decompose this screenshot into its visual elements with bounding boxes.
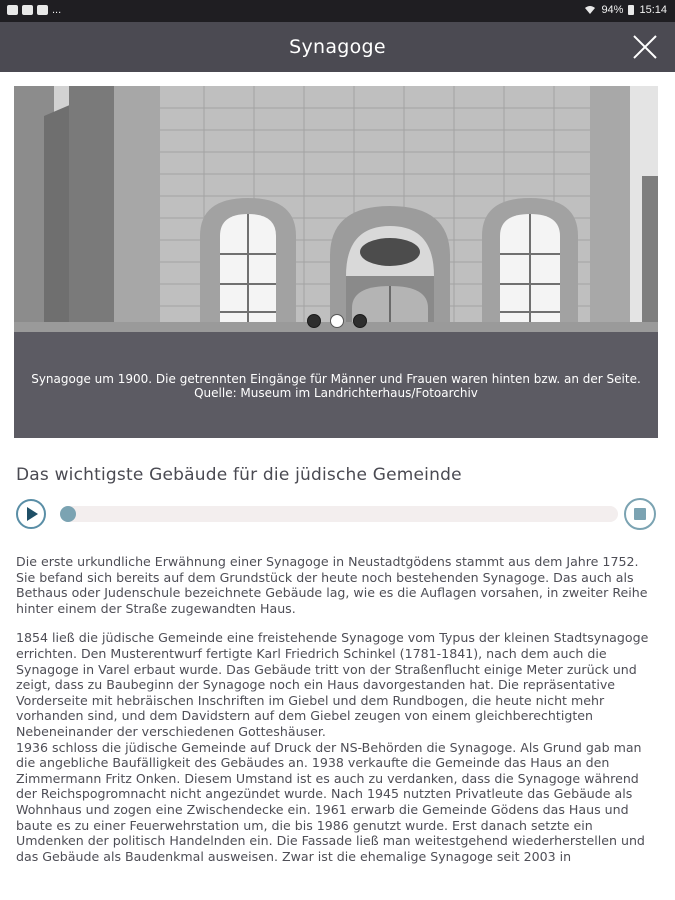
- close-button[interactable]: [631, 33, 659, 61]
- audio-player: [14, 498, 658, 534]
- paragraph: Die erste urkundliche Erwähnung einer Synagoge in Neustadtgödens stammt aus dem Jahre 1752. Sie befand sich bereits auf dem Grundstück der heute noch bestehenden Synagoge. Das auch als Bethaus oder Judenschule bezeichnete Gebäude lag, wie es die Auflagen vorsahen, in zweiter Reihe hinter einem der Straße zugewandten Haus.: [16, 554, 648, 616]
- status-bar: [0, 0, 675, 22]
- shop-notification-icon: [22, 5, 33, 15]
- carousel-dot-2[interactable]: [330, 314, 344, 328]
- app-bar: [0, 22, 675, 72]
- audio-progress-track[interactable]: [64, 506, 618, 522]
- paragraph: 1936 schloss die jüdische Gemeinde auf Druck der NS-Behörden die Synagoge. Als Grund gab man die angebliche Baufälligkeit des Gebäudes an. 1938 verkaufte die Gemeinde das Haus an den Zimmermann Fritz Onken. Diesem Umstand ist es auch zu verdanken, dass die Synagoge während der Reichspogromnacht nicht angezündet wurde. Nach 1945 nutzten Privatleute das Gebäude als Wohnhaus und zogen eine Zwischendecke ein. 1961 erwarb die Gemeinde Gödens das Haus und baute es zu einer Feuerwehrstation um, die bis 1986 genutzt wurde. Erst danach setzte ein Umdenken der politisch Handelnden ein. Die Fassade ließ man weitestgehend wiederherstellen und das Gebäude als Baudenkmal ausweisen. Zwar ist die ehemalige Synagoge seit 2003 in: [16, 739, 645, 864]
- battery-icon: [628, 5, 634, 15]
- audio-progress-thumb[interactable]: [60, 506, 76, 522]
- page-title: Synagoge: [289, 36, 386, 58]
- photo-caption: Synagoge um 1900. Die getrennten Eingänge für Männer und Frauen waren hinten bzw. an der Seite. Quelle: Museum im Landrichterhaus/Fotoarchiv: [31, 372, 641, 400]
- system-icons: [584, 4, 667, 16]
- image-carousel[interactable]: [14, 86, 658, 438]
- more-notifications: ...: [52, 4, 62, 16]
- article-body: [16, 554, 658, 884]
- video-notification-icon: [37, 5, 48, 15]
- carousel-indicators: [307, 314, 367, 328]
- stop-button[interactable]: [624, 498, 656, 530]
- carousel-dot-3[interactable]: [353, 314, 367, 328]
- close-icon: [631, 33, 659, 61]
- clock: 15:14: [639, 4, 667, 16]
- carousel-dot-1[interactable]: [307, 314, 321, 328]
- wifi-icon: [584, 5, 596, 15]
- stop-icon: [634, 508, 646, 520]
- synagogue-photo: [14, 86, 658, 332]
- photo-notification-icon: [7, 5, 18, 15]
- battery-percent: 94%: [601, 4, 624, 16]
- play-icon: [18, 501, 44, 527]
- section-heading: Das wichtigste Gebäude für die jüdische Gemeinde: [16, 465, 462, 485]
- paragraph: 1854 ließ die jüdische Gemeinde eine freistehende Synagoge vom Typus der kleinen Stadtsynagoge errichten. Den Musterentwurf fertigte Karl Friedrich Schinkel (1781-1841), nach dem auch die Synagoge in Varel erbaut wurde. Das Gebäude tritt von der Straßenflucht einige Meter zurück und zeigt, dass zu Baubeginn der Synagoge noch ein Haus davorgestanden hat. Die repräsentative Vorderseite mit hebräischen Inschriften im Giebel und dem Rundbogen, die heute nicht mehr vorhanden sind, und dem Davidstern auf dem Giebel zeugen von einem gleichberechtigten Nebeneinander der verschiedenen Gotteshäuser.: [16, 630, 649, 739]
- notification-icons: [7, 4, 61, 16]
- play-button[interactable]: [16, 499, 46, 529]
